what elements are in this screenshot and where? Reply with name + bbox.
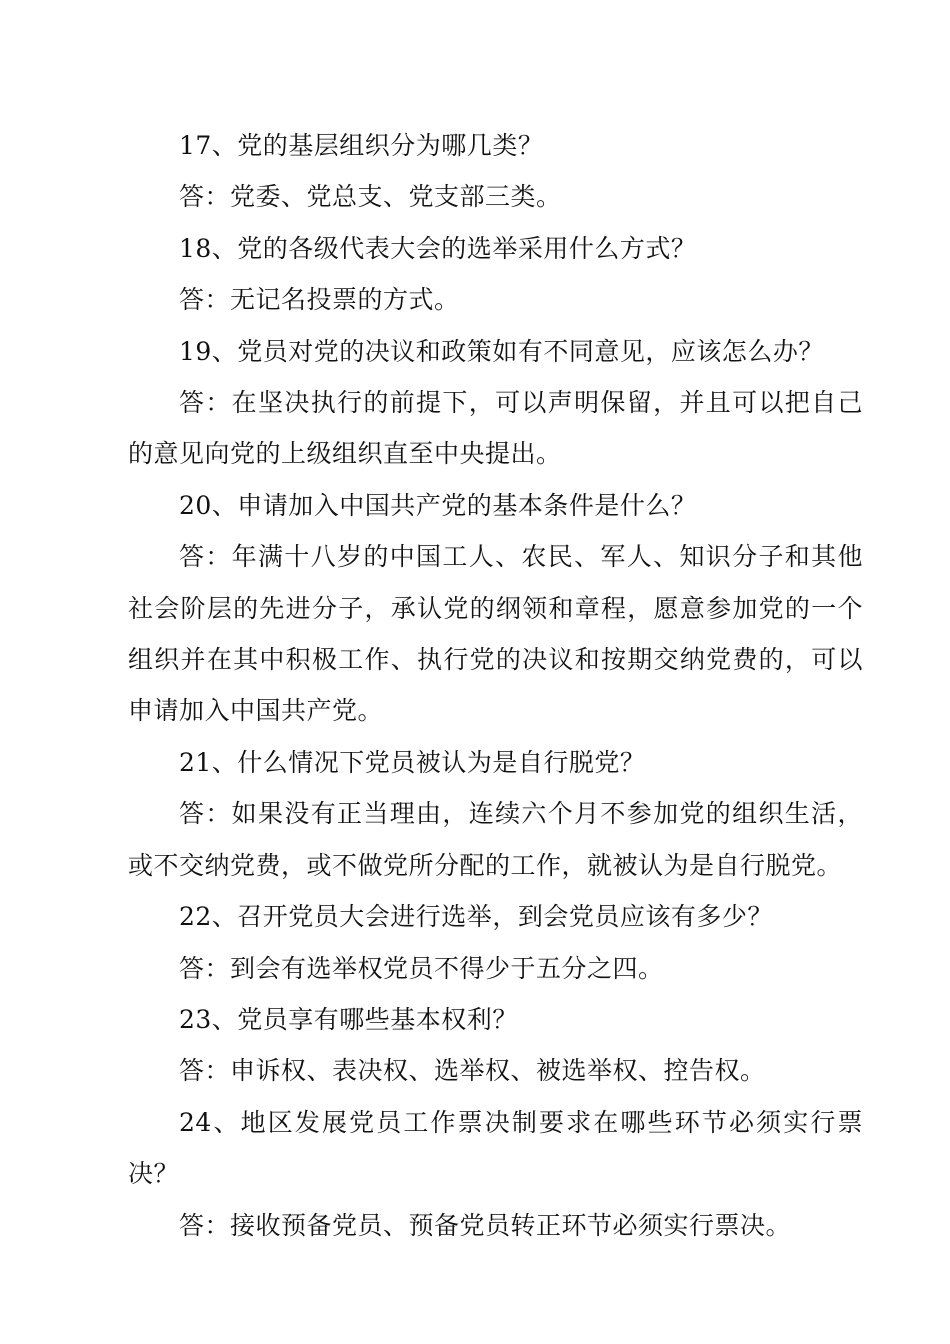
answer-20: 答：年满十八岁的中国工人、农民、军人、知识分子和其他社会阶层的先进分子，承认党的纲领和章程，愿意参加党的一个组织并在其中积极工作、执行党的决议和按期交纳党费的，可以申请加入中国共产党。 [128,542,863,726]
question-23: 23、党员享有哪些基本权利？ [179,1004,518,1034]
question-22: 22、召开党员大会进行选举，到会党员应该有多少？ [179,902,773,932]
qa-list [128,120,863,1251]
question-24: 24、地区发展党员工作票决制要求在哪些环节必须实行票决？ [128,1107,863,1189]
answer-18: 答：无记名投票的方式。 [179,285,460,315]
question-19: 19、党员对党的决议和政策如有不同意见，应该怎么办？ [179,336,824,366]
answer-17: 答：党委、党总支、党支部三类。 [179,182,562,212]
question-21: 21、什么情况下党员被认为是自行脱党？ [179,747,646,777]
answer-19: 答：在坚决执行的前提下，可以声明保留，并且可以把自己的意见向党的上级组织直至中央提出。 [128,388,863,469]
question-17: 17、党的基层组织分为哪几类？ [179,131,544,160]
question-18: 18、党的各级代表大会的选举采用什么方式？ [179,233,697,263]
question-20: 20、申请加入中国共产党的基本条件是什么？ [179,490,697,520]
answer-21: 答：如果没有正当理由，连续六个月不参加党的组织生活，或不交纳党费，或不做党所分配的工作，就被认为是自行脱党。 [128,799,863,880]
answer-24: 答：接收预备党员、预备党员转正环节必须实行票决。 [179,1210,792,1240]
answer-23: 答：申诉权、表决权、选举权、被选举权、控告权。 [179,1056,766,1086]
answer-22: 答：到会有选举权党员不得少于五分之四。 [179,953,664,983]
